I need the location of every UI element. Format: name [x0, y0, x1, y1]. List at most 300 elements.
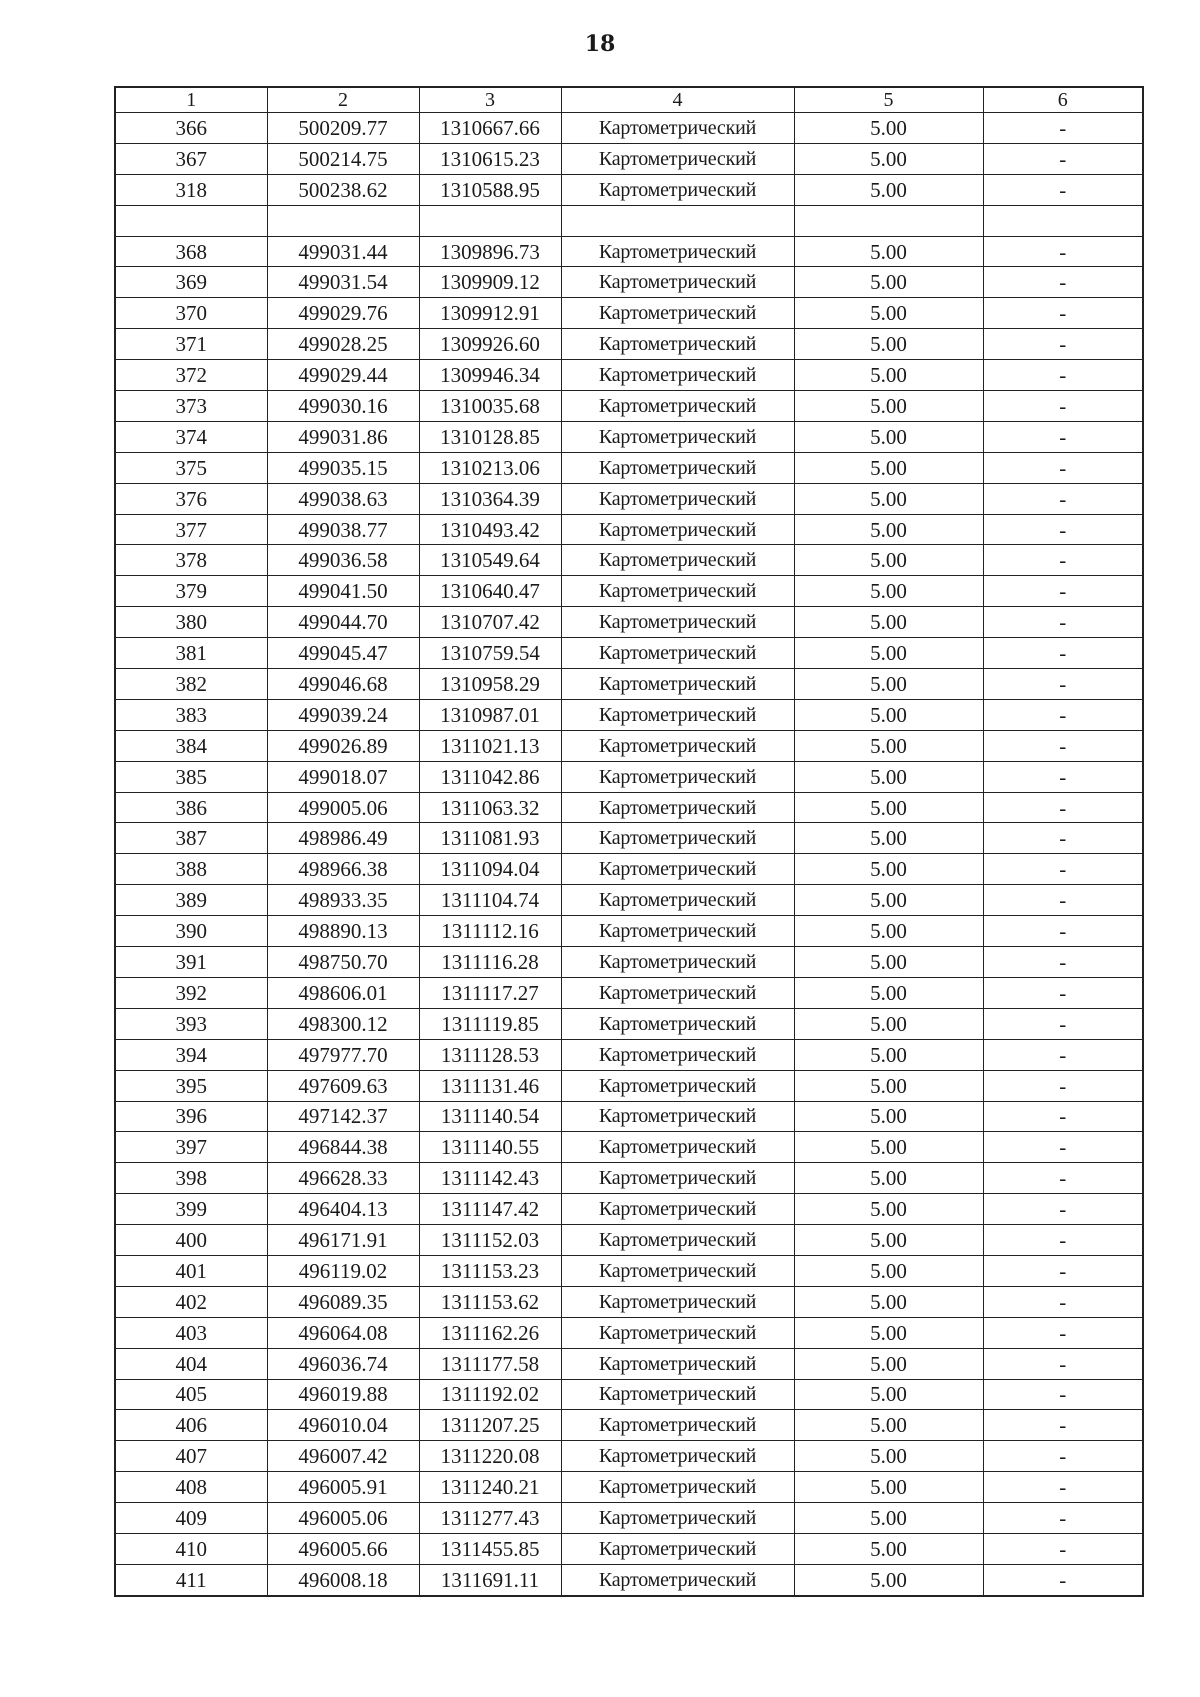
cell-note: - — [983, 1379, 1143, 1410]
cell-coord-y: 1310213.06 — [419, 452, 561, 483]
cell-accuracy: 5.00 — [794, 143, 983, 174]
table-row — [115, 1070, 1143, 1101]
cell-point-number: 381 — [115, 638, 267, 669]
cell-coord-x: 498750.70 — [267, 947, 419, 978]
column-header-1: 1 — [115, 87, 267, 113]
cell-accuracy: 5.00 — [794, 421, 983, 452]
cell-method: Картометрический — [561, 1533, 794, 1564]
cell-coord-x: 496844.38 — [267, 1132, 419, 1163]
cell-point-number — [115, 205, 267, 236]
cell-accuracy: 5.00 — [794, 1039, 983, 1070]
cell-method: Картометрический — [561, 823, 794, 854]
cell-method: Картометрический — [561, 699, 794, 730]
cell-method: Картометрический — [561, 916, 794, 947]
table-row — [115, 421, 1143, 452]
cell-point-number: 366 — [115, 113, 267, 144]
cell-method: Картометрический — [561, 1070, 794, 1101]
cell-method: Картометрический — [561, 391, 794, 422]
table-header — [115, 87, 1143, 113]
cell-method: Картометрический — [561, 1564, 794, 1595]
table-row — [115, 1317, 1143, 1348]
cell-point-number: 370 — [115, 298, 267, 329]
cell-coord-x: 500209.77 — [267, 113, 419, 144]
cell-coord-y: 1310707.42 — [419, 607, 561, 638]
cell-coord-y: 1311042.86 — [419, 761, 561, 792]
cell-method: Картометрический — [561, 1101, 794, 1132]
cell-method: Картометрический — [561, 421, 794, 452]
table-row — [115, 1441, 1143, 1472]
table-row — [115, 854, 1143, 885]
cell-coord-x: 498300.12 — [267, 1008, 419, 1039]
cell-accuracy: 5.00 — [794, 1348, 983, 1379]
coordinates-table — [114, 86, 1144, 1597]
cell-coord-y: 1311177.58 — [419, 1348, 561, 1379]
table-row — [115, 1410, 1143, 1441]
cell-point-number: 382 — [115, 669, 267, 700]
table-row — [115, 298, 1143, 329]
cell-coord-x: 496064.08 — [267, 1317, 419, 1348]
cell-method: Картометрический — [561, 1317, 794, 1348]
table-row — [115, 329, 1143, 360]
cell-coord-y: 1311021.13 — [419, 730, 561, 761]
cell-accuracy: 5.00 — [794, 1379, 983, 1410]
column-header-5: 5 — [794, 87, 983, 113]
table-body — [115, 113, 1143, 1596]
cell-coord-x: 499026.89 — [267, 730, 419, 761]
cell-method: Картометрический — [561, 483, 794, 514]
cell-note: - — [983, 885, 1143, 916]
cell-method: Картометрический — [561, 669, 794, 700]
table-row — [115, 545, 1143, 576]
cell-note: - — [983, 236, 1143, 267]
cell-note: - — [983, 1008, 1143, 1039]
cell-note: - — [983, 329, 1143, 360]
table-row — [115, 1255, 1143, 1286]
cell-accuracy: 5.00 — [794, 514, 983, 545]
cell-point-number: 395 — [115, 1070, 267, 1101]
cell-coord-x: 498890.13 — [267, 916, 419, 947]
cell-accuracy: 5.00 — [794, 1070, 983, 1101]
cell-method: Картометрический — [561, 1255, 794, 1286]
cell-note: - — [983, 1441, 1143, 1472]
table-row — [115, 885, 1143, 916]
cell-point-number: 384 — [115, 730, 267, 761]
cell-note: - — [983, 1410, 1143, 1441]
cell-note: - — [983, 1070, 1143, 1101]
cell-method: Картометрический — [561, 267, 794, 298]
cell-method: Картометрический — [561, 638, 794, 669]
cell-coord-y: 1309946.34 — [419, 360, 561, 391]
cell-note: - — [983, 792, 1143, 823]
cell-accuracy: 5.00 — [794, 1255, 983, 1286]
cell-coord-x: 499029.76 — [267, 298, 419, 329]
cell-point-number: 399 — [115, 1194, 267, 1225]
column-header-4: 4 — [561, 87, 794, 113]
cell-coord-x: 496119.02 — [267, 1255, 419, 1286]
table-row — [115, 1225, 1143, 1256]
cell-coord-x: 496404.13 — [267, 1194, 419, 1225]
cell-point-number: 386 — [115, 792, 267, 823]
table-row — [115, 823, 1143, 854]
cell-method: Картометрический — [561, 236, 794, 267]
cell-note: - — [983, 730, 1143, 761]
cell-point-number: 397 — [115, 1132, 267, 1163]
cell-accuracy: 5.00 — [794, 1008, 983, 1039]
cell-coord-x: 496628.33 — [267, 1163, 419, 1194]
cell-note: - — [983, 1317, 1143, 1348]
cell-note: - — [983, 699, 1143, 730]
cell-note: - — [983, 1132, 1143, 1163]
cell-accuracy: 5.00 — [794, 298, 983, 329]
cell-point-number: 408 — [115, 1472, 267, 1503]
cell-method: Картометрический — [561, 1286, 794, 1317]
cell-accuracy: 5.00 — [794, 854, 983, 885]
cell-accuracy: 5.00 — [794, 452, 983, 483]
cell-coord-y: 1311207.25 — [419, 1410, 561, 1441]
cell-coord-y: 1310035.68 — [419, 391, 561, 422]
cell-method: Картометрический — [561, 1441, 794, 1472]
cell-coord-y: 1311240.21 — [419, 1472, 561, 1503]
cell-coord-y: 1310667.66 — [419, 113, 561, 144]
cell-note: - — [983, 607, 1143, 638]
column-header-6: 6 — [983, 87, 1143, 113]
cell-method: Картометрический — [561, 329, 794, 360]
cell-note: - — [983, 977, 1143, 1008]
cell-coord-y: 1311112.16 — [419, 916, 561, 947]
cell-method: Картометрический — [561, 761, 794, 792]
table-row — [115, 607, 1143, 638]
cell-method: Картометрический — [561, 514, 794, 545]
cell-point-number: 398 — [115, 1163, 267, 1194]
table-row — [115, 391, 1143, 422]
cell-coord-x: 499041.50 — [267, 576, 419, 607]
cell-accuracy: 5.00 — [794, 607, 983, 638]
cell-coord-x: 496005.06 — [267, 1503, 419, 1534]
table-row — [115, 1101, 1143, 1132]
cell-accuracy: 5.00 — [794, 730, 983, 761]
cell-point-number: 407 — [115, 1441, 267, 1472]
cell-method: Картометрический — [561, 1194, 794, 1225]
table-row — [115, 113, 1143, 144]
cell-note: - — [983, 1255, 1143, 1286]
cell-coord-y: 1310549.64 — [419, 545, 561, 576]
cell-accuracy: 5.00 — [794, 1317, 983, 1348]
cell-coord-y: 1311153.23 — [419, 1255, 561, 1286]
cell-method: Картометрический — [561, 1410, 794, 1441]
cell-note: - — [983, 823, 1143, 854]
cell-note: - — [983, 576, 1143, 607]
cell-note: - — [983, 514, 1143, 545]
table-row — [115, 1163, 1143, 1194]
cell-coord-x: 496089.35 — [267, 1286, 419, 1317]
cell-accuracy: 5.00 — [794, 113, 983, 144]
cell-method: Картометрический — [561, 1379, 794, 1410]
cell-coord-x: 499028.25 — [267, 329, 419, 360]
cell-accuracy: 5.00 — [794, 885, 983, 916]
cell-accuracy: 5.00 — [794, 545, 983, 576]
cell-note: - — [983, 174, 1143, 205]
table-row — [115, 977, 1143, 1008]
cell-point-number: 402 — [115, 1286, 267, 1317]
cell-accuracy: 5.00 — [794, 638, 983, 669]
cell-point-number: 389 — [115, 885, 267, 916]
cell-accuracy: 5.00 — [794, 669, 983, 700]
table-row — [115, 1564, 1143, 1595]
cell-note: - — [983, 1225, 1143, 1256]
table-row — [115, 669, 1143, 700]
column-header-3: 3 — [419, 87, 561, 113]
cell-accuracy — [794, 205, 983, 236]
cell-coord-x: 496019.88 — [267, 1379, 419, 1410]
cell-coord-x: 499031.86 — [267, 421, 419, 452]
cell-point-number: 404 — [115, 1348, 267, 1379]
cell-accuracy: 5.00 — [794, 1225, 983, 1256]
cell-coord-y: 1310493.42 — [419, 514, 561, 545]
cell-note: - — [983, 421, 1143, 452]
cell-method: Картометрический — [561, 360, 794, 391]
cell-coord-x: 497142.37 — [267, 1101, 419, 1132]
cell-accuracy: 5.00 — [794, 1410, 983, 1441]
cell-coord-x: 499031.54 — [267, 267, 419, 298]
cell-coord-y: 1311119.85 — [419, 1008, 561, 1039]
cell-point-number: 383 — [115, 699, 267, 730]
cell-note: - — [983, 391, 1143, 422]
cell-method: Картометрический — [561, 452, 794, 483]
cell-note: - — [983, 1101, 1143, 1132]
cell-accuracy: 5.00 — [794, 916, 983, 947]
cell-note: - — [983, 1503, 1143, 1534]
cell-note — [983, 205, 1143, 236]
cell-coord-y: 1311277.43 — [419, 1503, 561, 1534]
cell-accuracy: 5.00 — [794, 1132, 983, 1163]
cell-point-number: 393 — [115, 1008, 267, 1039]
cell-note: - — [983, 1533, 1143, 1564]
table-row — [115, 514, 1143, 545]
cell-method: Картометрический — [561, 947, 794, 978]
cell-coord-y: 1311691.11 — [419, 1564, 561, 1595]
cell-note: - — [983, 1163, 1143, 1194]
table-row — [115, 916, 1143, 947]
cell-coord-x: 500214.75 — [267, 143, 419, 174]
table-row — [115, 267, 1143, 298]
cell-point-number: 318 — [115, 174, 267, 205]
cell-method: Картометрический — [561, 1348, 794, 1379]
cell-coord-y: 1309909.12 — [419, 267, 561, 298]
cell-note: - — [983, 452, 1143, 483]
cell-method: Картометрический — [561, 143, 794, 174]
cell-coord-x: 498606.01 — [267, 977, 419, 1008]
table-row — [115, 360, 1143, 391]
table-row — [115, 576, 1143, 607]
cell-method: Картометрический — [561, 1503, 794, 1534]
cell-accuracy: 5.00 — [794, 761, 983, 792]
cell-coord-x: 498933.35 — [267, 885, 419, 916]
cell-accuracy: 5.00 — [794, 699, 983, 730]
cell-coord-y: 1310615.23 — [419, 143, 561, 174]
cell-coord-y: 1310588.95 — [419, 174, 561, 205]
cell-method: Картометрический — [561, 1163, 794, 1194]
cell-point-number: 394 — [115, 1039, 267, 1070]
cell-method: Картометрический — [561, 977, 794, 1008]
cell-coord-y: 1311094.04 — [419, 854, 561, 885]
cell-point-number: 410 — [115, 1533, 267, 1564]
cell-accuracy: 5.00 — [794, 360, 983, 391]
table-row — [115, 947, 1143, 978]
table-row — [115, 699, 1143, 730]
table-row — [115, 1533, 1143, 1564]
table-row — [115, 638, 1143, 669]
cell-point-number: 371 — [115, 329, 267, 360]
cell-point-number: 396 — [115, 1101, 267, 1132]
cell-coord-y: 1311162.26 — [419, 1317, 561, 1348]
cell-accuracy: 5.00 — [794, 947, 983, 978]
table-row — [115, 761, 1143, 792]
cell-coord-x: 499029.44 — [267, 360, 419, 391]
cell-point-number: 374 — [115, 421, 267, 452]
cell-note: - — [983, 1472, 1143, 1503]
cell-coord-y: 1311104.74 — [419, 885, 561, 916]
table-row — [115, 1348, 1143, 1379]
cell-coord-x: 499031.44 — [267, 236, 419, 267]
cell-coord-y: 1310987.01 — [419, 699, 561, 730]
cell-point-number: 372 — [115, 360, 267, 391]
cell-note: - — [983, 1286, 1143, 1317]
cell-point-number: 368 — [115, 236, 267, 267]
cell-method: Картометрический — [561, 174, 794, 205]
cell-coord-x: 499030.16 — [267, 391, 419, 422]
cell-coord-y: 1311081.93 — [419, 823, 561, 854]
cell-note: - — [983, 669, 1143, 700]
cell-accuracy: 5.00 — [794, 1286, 983, 1317]
cell-coord-x: 499035.15 — [267, 452, 419, 483]
cell-coord-y: 1311142.43 — [419, 1163, 561, 1194]
cell-coord-x: 499046.68 — [267, 669, 419, 700]
table-row — [115, 1379, 1143, 1410]
cell-coord-y: 1311117.27 — [419, 977, 561, 1008]
table-row — [115, 174, 1143, 205]
cell-point-number: 378 — [115, 545, 267, 576]
cell-point-number: 400 — [115, 1225, 267, 1256]
cell-coord-x: 499038.63 — [267, 483, 419, 514]
cell-coord-y: 1310958.29 — [419, 669, 561, 700]
cell-coord-x: 496007.42 — [267, 1441, 419, 1472]
table-row — [115, 1132, 1143, 1163]
cell-point-number: 387 — [115, 823, 267, 854]
cell-coord-x: 497609.63 — [267, 1070, 419, 1101]
cell-note: - — [983, 1039, 1143, 1070]
cell-accuracy: 5.00 — [794, 391, 983, 422]
cell-coord-x: 499045.47 — [267, 638, 419, 669]
table-row — [115, 1472, 1143, 1503]
cell-coord-y: 1311116.28 — [419, 947, 561, 978]
cell-coord-y: 1311220.08 — [419, 1441, 561, 1472]
cell-accuracy: 5.00 — [794, 1441, 983, 1472]
cell-accuracy: 5.00 — [794, 823, 983, 854]
cell-coord-x: 496005.66 — [267, 1533, 419, 1564]
cell-method: Картометрический — [561, 113, 794, 144]
cell-method: Картометрический — [561, 576, 794, 607]
cell-coord-x: 500238.62 — [267, 174, 419, 205]
cell-point-number: 367 — [115, 143, 267, 174]
table-row — [115, 1194, 1143, 1225]
cell-coord-y: 1310640.47 — [419, 576, 561, 607]
cell-point-number: 379 — [115, 576, 267, 607]
table-row — [115, 205, 1143, 236]
cell-point-number: 369 — [115, 267, 267, 298]
table-row — [115, 1008, 1143, 1039]
cell-coord-y: 1309912.91 — [419, 298, 561, 329]
header-row — [115, 87, 1143, 113]
cell-accuracy: 5.00 — [794, 576, 983, 607]
cell-accuracy: 5.00 — [794, 792, 983, 823]
cell-point-number: 375 — [115, 452, 267, 483]
cell-coord-y: 1309896.73 — [419, 236, 561, 267]
cell-coord-y — [419, 205, 561, 236]
cell-point-number: 406 — [115, 1410, 267, 1441]
cell-coord-y: 1311152.03 — [419, 1225, 561, 1256]
cell-point-number: 390 — [115, 916, 267, 947]
table-row — [115, 1503, 1143, 1534]
page-number: 18 — [584, 31, 616, 57]
cell-note: - — [983, 483, 1143, 514]
cell-method: Картометрический — [561, 1472, 794, 1503]
cell-accuracy: 5.00 — [794, 236, 983, 267]
cell-coord-y: 1310759.54 — [419, 638, 561, 669]
cell-point-number: 373 — [115, 391, 267, 422]
cell-method: Картометрический — [561, 298, 794, 329]
cell-point-number: 391 — [115, 947, 267, 978]
cell-note: - — [983, 267, 1143, 298]
cell-coord-x: 497977.70 — [267, 1039, 419, 1070]
cell-coord-x: 499044.70 — [267, 607, 419, 638]
table-row — [115, 452, 1143, 483]
cell-method: Картометрический — [561, 854, 794, 885]
cell-coord-x: 496010.04 — [267, 1410, 419, 1441]
cell-coord-y: 1309926.60 — [419, 329, 561, 360]
cell-coord-y: 1311455.85 — [419, 1533, 561, 1564]
cell-accuracy: 5.00 — [794, 483, 983, 514]
cell-coord-x: 496171.91 — [267, 1225, 419, 1256]
cell-method: Картометрический — [561, 730, 794, 761]
cell-point-number: 388 — [115, 854, 267, 885]
cell-coord-y: 1311063.32 — [419, 792, 561, 823]
cell-point-number: 401 — [115, 1255, 267, 1286]
cell-note: - — [983, 113, 1143, 144]
cell-method: Картометрический — [561, 1225, 794, 1256]
cell-accuracy: 5.00 — [794, 1564, 983, 1595]
cell-coord-x: 496036.74 — [267, 1348, 419, 1379]
cell-coord-y: 1311140.54 — [419, 1101, 561, 1132]
cell-coord-x: 499036.58 — [267, 545, 419, 576]
cell-coord-x: 499038.77 — [267, 514, 419, 545]
cell-note: - — [983, 1194, 1143, 1225]
cell-point-number: 377 — [115, 514, 267, 545]
cell-coord-y: 1311192.02 — [419, 1379, 561, 1410]
table-row — [115, 483, 1143, 514]
cell-method: Картометрический — [561, 1132, 794, 1163]
cell-accuracy: 5.00 — [794, 1101, 983, 1132]
table-row — [115, 1286, 1143, 1317]
cell-coord-x: 496008.18 — [267, 1564, 419, 1595]
cell-point-number: 405 — [115, 1379, 267, 1410]
cell-coord-x: 499039.24 — [267, 699, 419, 730]
cell-accuracy: 5.00 — [794, 1503, 983, 1534]
cell-point-number: 409 — [115, 1503, 267, 1534]
cell-note: - — [983, 916, 1143, 947]
cell-note: - — [983, 854, 1143, 885]
cell-point-number: 385 — [115, 761, 267, 792]
cell-point-number: 403 — [115, 1317, 267, 1348]
